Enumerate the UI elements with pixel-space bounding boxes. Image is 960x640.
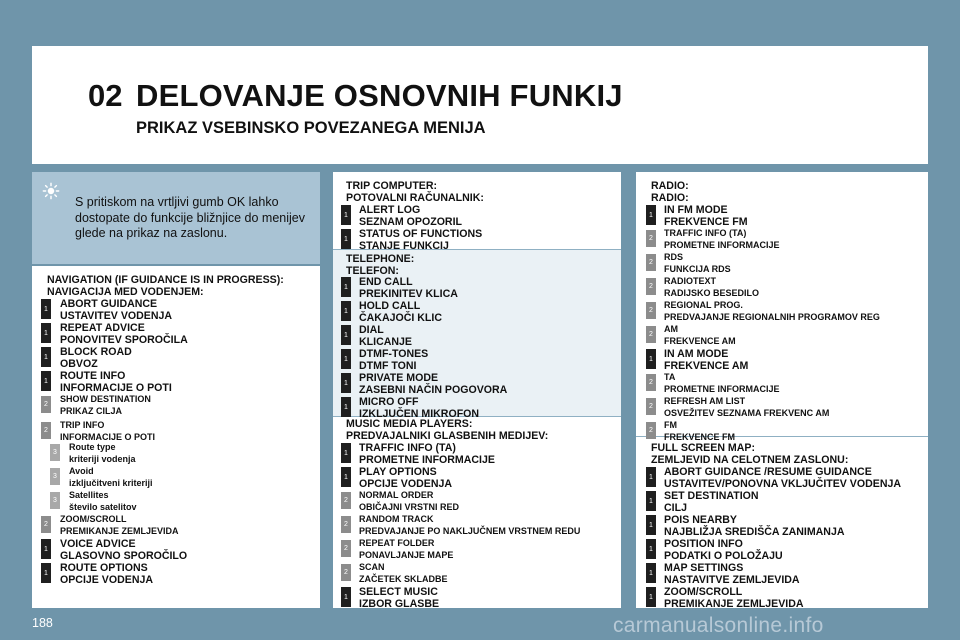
menu-item-label[interactable]: SET DESTINATION (664, 490, 759, 502)
level-1-badge: 1 (341, 325, 351, 345)
level-2-badge: 2 (341, 540, 351, 557)
menu-item-label[interactable]: KLICANJE (359, 336, 412, 348)
level-2-badge: 2 (646, 302, 656, 319)
level-1-badge: 1 (341, 205, 351, 225)
level-1-badge: 1 (646, 563, 656, 583)
menu-item-label[interactable]: NORMAL ORDER (359, 490, 434, 500)
menu-item-label[interactable]: SEZNAM OPOZORIL (359, 216, 462, 228)
level-1-badge: 1 (341, 373, 351, 393)
menu-item-label[interactable]: RADIJSKO BESEDILO (664, 287, 760, 298)
menu-item-label[interactable]: DTMF TONI (359, 360, 417, 372)
level-2-badge: 2 (41, 396, 51, 413)
menu-item-label[interactable]: PREDVAJANJE REGIONALNIH PROGRAMOV REG (664, 311, 880, 322)
menu-item-label[interactable]: OPCIJE VODENJA (60, 574, 154, 586)
menu-item-label[interactable]: TRAFFIC INFO (TA) (664, 228, 747, 238)
menu-item-label[interactable]: FREKVENCE AM (664, 360, 749, 372)
menu-item-label[interactable]: USTAVITEV VODENJA (60, 310, 173, 322)
menu-item-label[interactable]: ZOOM/SCROLL (60, 514, 127, 524)
menu-item-label[interactable]: PROMETNE INFORMACIJE (359, 454, 495, 466)
level-1-badge: 1 (341, 301, 351, 321)
menu-item-label[interactable]: AM (664, 324, 678, 334)
menu-item-label[interactable]: USTAVITEV/PONOVNA VKLJUČITEV VODENJA (664, 478, 902, 490)
section-heading: MUSIC MEDIA PLAYERS: (346, 418, 473, 430)
menu-item-label[interactable]: OPCIJE VODENJA (359, 478, 453, 490)
section-heading: TRIP COMPUTER: (346, 180, 438, 192)
menu-item-label[interactable]: SCAN (359, 562, 385, 572)
sun-icon (42, 182, 60, 200)
menu-item-label[interactable]: Avoid (69, 466, 94, 476)
page-number: 188 (32, 616, 53, 630)
menu-item-label[interactable]: PREMIKANJE ZEMLJEVIDA (664, 598, 804, 610)
section-heading: RADIO: (651, 180, 689, 192)
menu-item-label[interactable]: ZASEBNI NAČIN POGOVORA (359, 384, 508, 396)
level-1-badge: 1 (646, 491, 656, 511)
level-1-badge: 1 (341, 349, 351, 369)
section-heading: TELEPHONE: (346, 253, 415, 265)
menu-item-label[interactable]: MAP SETTINGS (664, 562, 744, 574)
level-1-badge: 1 (41, 347, 51, 367)
level-2-badge: 2 (41, 422, 51, 439)
level-1-badge: 1 (341, 467, 351, 487)
menu-item-label[interactable]: ROUTE INFO (60, 370, 126, 382)
level-2-badge: 2 (646, 254, 656, 271)
menu-item-label[interactable]: PODATKI O POLOŽAJU (664, 550, 783, 562)
menu-item-label[interactable]: MICRO OFF (359, 396, 419, 408)
info-box (32, 172, 320, 264)
level-1-badge: 1 (41, 539, 51, 559)
section-heading: RADIO: (651, 192, 689, 204)
menu-item-label[interactable]: FREKVENCE AM (664, 335, 736, 346)
menu-item-label[interactable]: število satelitov (69, 501, 137, 512)
watermark: carmanualsonline.info (613, 614, 824, 637)
level-2-badge: 2 (646, 422, 656, 439)
level-1-badge: 1 (646, 587, 656, 607)
menu-item-label[interactable]: CILJ (664, 502, 687, 514)
level-1-badge: 1 (341, 443, 351, 463)
menu-item-label[interactable]: ABORT GUIDANCE /RESUME GUIDANCE (664, 466, 872, 478)
level-1-badge: 1 (341, 587, 351, 607)
menu-item-label[interactable]: PREDVAJANJE PO NAKLJUČNEM VRSTNEM REDU (359, 525, 581, 536)
level-3-badge: 3 (50, 444, 60, 461)
page-subtitle: PRIKAZ VSEBINSKO POVEZANEGA MENIJA (136, 119, 486, 137)
menu-item-label[interactable]: ZOOM/SCROLL (664, 586, 743, 598)
menu-item-label[interactable]: kriteriji vodenja (69, 453, 136, 464)
menu-item-label[interactable]: REGIONAL PROG. (664, 300, 743, 310)
level-1-badge: 1 (646, 539, 656, 559)
menu-item-label[interactable]: REFRESH AM LIST (664, 396, 746, 406)
level-2-badge: 2 (341, 492, 351, 509)
menu-item-label[interactable]: OBIČAJNI VRSTNI RED (359, 501, 460, 512)
menu-item-label[interactable]: GLASOVNO SPOROČILO (60, 550, 188, 562)
level-2-badge: 2 (341, 516, 351, 533)
menu-item-label[interactable]: STANJE FUNKCIJ (359, 240, 449, 252)
menu-item-label[interactable]: TA (664, 372, 676, 382)
menu-item-label[interactable]: izključitveni kriteriji (69, 477, 153, 488)
level-3-badge: 3 (50, 492, 60, 509)
level-1-badge: 1 (646, 349, 656, 369)
menu-item-label[interactable]: INFORMACIJE O POTI (60, 382, 172, 394)
menu-item-label[interactable]: DTMF-TONES (359, 348, 429, 360)
section-heading: PREDVAJALNIKI GLASBENIH MEDIJEV: (346, 430, 549, 442)
menu-item-label[interactable]: POIS NEARBY (664, 514, 737, 526)
section-heading: FULL SCREEN MAP: (651, 442, 755, 454)
menu-item-label[interactable]: OBVOZ (60, 358, 98, 370)
menu-item-label[interactable]: BLOCK ROAD (60, 346, 132, 358)
menu-item-label[interactable]: IN FM MODE (664, 204, 728, 216)
page-title: DELOVANJE OSNOVNIH FUNKIJ (136, 78, 623, 113)
menu-item-label[interactable]: REPEAT FOLDER (359, 538, 435, 548)
menu-item-label[interactable]: OSVEŽITEV SEZNAMA FREKVENC AM (664, 407, 830, 418)
level-1-badge: 1 (41, 371, 51, 391)
menu-item-label[interactable]: FUNKCIJA RDS (664, 263, 731, 274)
menu-item-label[interactable]: VOICE ADVICE (60, 538, 136, 550)
section-heading: ZEMLJEVID NA CELOTNEM ZASLONU: (651, 454, 849, 466)
menu-item-label[interactable]: Satellites (69, 490, 109, 500)
menu-item-label[interactable]: PREMIKANJE ZEMLJEVIDA (60, 525, 179, 536)
menu-item-label[interactable]: STATUS OF FUNCTIONS (359, 228, 483, 240)
section-heading: TELEFON: (346, 265, 399, 277)
menu-item-label[interactable]: END CALL (359, 276, 413, 288)
menu-item-label[interactable]: ROUTE OPTIONS (60, 562, 148, 574)
menu-item-label[interactable]: PROMETNE INFORMACIJE (664, 383, 780, 394)
level-3-badge: 3 (50, 468, 60, 485)
level-1-badge: 1 (646, 467, 656, 487)
menu-item-label[interactable]: REPEAT ADVICE (60, 322, 145, 334)
level-2-badge: 2 (646, 398, 656, 415)
level-1-badge: 1 (341, 229, 351, 249)
menu-item-label[interactable]: SELECT MUSIC (359, 586, 438, 598)
menu-item-label[interactable]: INFORMACIJE O POTI (60, 431, 156, 442)
level-2-badge: 2 (41, 516, 51, 533)
menu-item-label[interactable]: SHOW DESTINATION (60, 394, 151, 404)
menu-item-label[interactable]: PLAY OPTIONS (359, 466, 437, 478)
page-header (32, 46, 928, 164)
menu-item-label[interactable]: FM (664, 420, 677, 430)
level-1-badge: 1 (646, 205, 656, 225)
level-1-badge: 1 (341, 277, 351, 297)
menu-item-label[interactable]: HOLD CALL (359, 300, 421, 312)
info-text: S pritiskom na vrtljivi gumb OK lahko dostopate do funkcije bližnjice do menijev glede na prikaz na zaslonu. (75, 195, 305, 240)
menu-item-label[interactable]: TRIP INFO (60, 420, 105, 430)
menu-item-label[interactable]: PONAVLJANJE MAPE (359, 549, 454, 560)
level-2-badge: 2 (646, 230, 656, 247)
menu-item-label[interactable]: ALERT LOG (359, 204, 421, 216)
menu-item-label[interactable]: NAJBLIŽJA SREDIŠČA ZANIMANJA (664, 526, 845, 538)
menu-item-label[interactable]: IZKLJUČEN MIKROFON (359, 408, 480, 420)
menu-item-label[interactable]: FREKVENCE FM (664, 216, 748, 228)
menu-item-label[interactable]: PREKINITEV KLICA (359, 288, 458, 300)
menu-item-label[interactable]: DIAL (359, 324, 384, 336)
menu-item-label[interactable]: PRIKAZ CILJA (60, 405, 123, 416)
menu-item-label[interactable]: IN AM MODE (664, 348, 729, 360)
menu-item-label[interactable]: ABORT GUIDANCE (60, 298, 158, 310)
menu-item-label[interactable]: NASTAVITVE ZEMLJEVIDA (664, 574, 800, 586)
menu-item-label[interactable]: TRAFFIC INFO (TA) (359, 442, 456, 454)
level-1-badge: 1 (41, 563, 51, 583)
menu-item-label[interactable]: RANDOM TRACK (359, 514, 434, 524)
level-1-badge: 1 (646, 515, 656, 535)
menu-item-label[interactable]: PONOVITEV SPOROČILA (60, 334, 188, 346)
section-heading: POTOVALNI RAČUNALNIK: (346, 192, 484, 204)
menu-item-label[interactable]: POSITION INFO (664, 538, 743, 550)
level-1-badge: 1 (41, 299, 51, 319)
chapter-number: 02 (88, 78, 123, 113)
section-heading: NAVIGATION (IF GUIDANCE IS IN PROGRESS): (47, 274, 284, 286)
menu-item-label[interactable]: ČAKAJOČI KLIC (359, 312, 442, 324)
level-1-badge: 1 (41, 323, 51, 343)
level-2-badge: 2 (646, 326, 656, 343)
menu-item-label[interactable]: RDS (664, 252, 684, 262)
level-2-badge: 2 (341, 564, 351, 581)
level-1-badge: 1 (341, 397, 351, 417)
menu-item-label[interactable]: Route type (69, 442, 116, 452)
menu-item-label[interactable]: RADIOTEXT (664, 276, 717, 286)
level-2-badge: 2 (646, 278, 656, 295)
section-heading: NAVIGACIJA MED VODENJEM: (47, 286, 204, 298)
menu-item-label[interactable]: ZAČETEK SKLADBE (359, 573, 448, 584)
menu-item-label[interactable]: FREKVENCE FM (664, 431, 736, 442)
menu-item-label[interactable]: PRIVATE MODE (359, 372, 439, 384)
level-2-badge: 2 (646, 374, 656, 391)
menu-item-label[interactable]: PROMETNE INFORMACIJE (664, 239, 780, 250)
menu-item-label[interactable]: IZBOR GLASBE (359, 598, 440, 610)
